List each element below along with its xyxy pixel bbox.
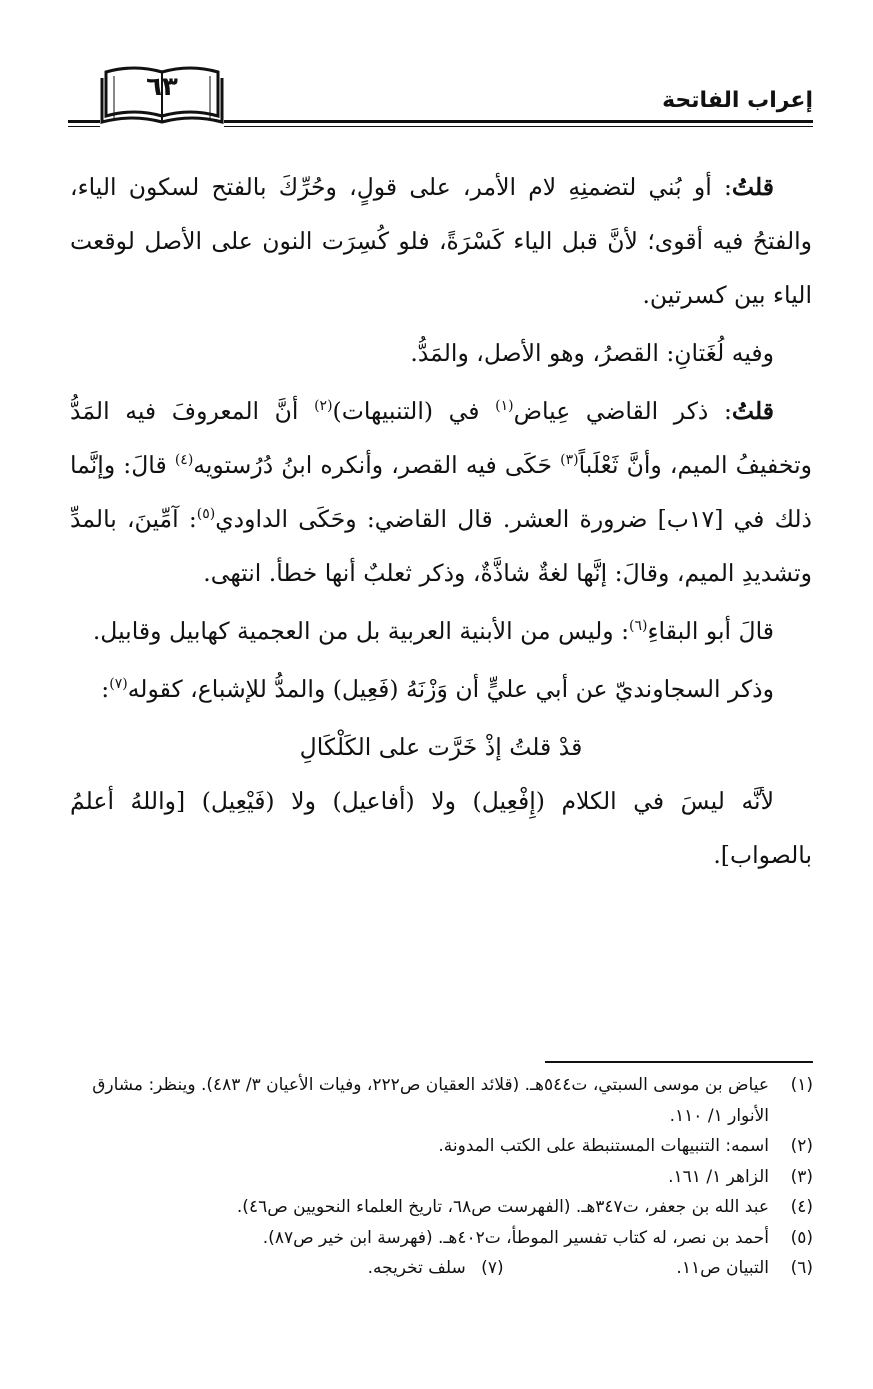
footnote-number: (٢) [790,1136,813,1156]
paragraph-2 [70,326,812,380]
footnote-text: أحمد بن نصر، له كتاب تفسير الموطأ، ت٤٠٢هـ. (فهرسة ابن خير ص٨٧). [262,1227,769,1248]
footnote [70,1070,813,1131]
footnote-text: عبد الله بن جعفر، ت٣٤٧هـ. (الفهرست ص٦٨، تاريخ العلماء النحويين ص٤٦). [236,1197,769,1217]
footnote-number: (١) [790,1075,813,1095]
footnote-ref: (٣) [560,452,579,469]
footnote-ref: (٦) [629,618,648,635]
paragraph-text: لأنَّه ليسَ في الكلام (إِفْعِيل) ولا (أفاعيل) ولا (فَيْعِيل) [واللهُ أعلمُ بالصواب]. [70,787,812,869]
footnote-pair [70,1253,813,1284]
text-run: : ذكر القاضي عِياض [513,397,732,425]
page-header [68,58,813,130]
footnote [70,1192,813,1223]
verse-line: قدْ قلتُ إذْ خَرَّت على الكَلْكَالِ [299,733,583,761]
footnote-text: سلف تخريجه. [367,1258,466,1278]
footnote-number: (٤) [790,1197,813,1217]
qultu-label: قلتُ [731,397,774,425]
paragraph-5 [70,662,812,716]
footnote-number: (٧) [481,1258,504,1278]
footnote-number: (٦) [790,1258,813,1278]
footnote-number: (٣) [790,1166,813,1187]
footnote-separator [545,1061,813,1063]
paragraph-text: وفيه لُغَتانِ: القصرُ، وهو الأصل، والمَدُّ. [410,339,774,367]
footnote-ref: (٤) [174,452,194,469]
footnote [70,1223,813,1254]
footnotes [70,1070,813,1284]
paragraph-text: : أو بُني لتضمنِهِ لام الأمر، على قولٍ، وحُرِّكَ بالفتح لسكون الياء، والفتحُ فيه أقوى؛ لأنَّ قبل الياء كَسْرَةً، فلو كُسِرَت النون على الأصل لوقعت الياء بين كسرتين. [70,173,812,309]
paragraph-4 [70,604,812,658]
footnote-ref: (٧) [109,676,128,693]
text-run: : وليس من الأبنية العربية بل من العجمية كهابيل وقابيل. [92,617,630,645]
qultu-label: قلتُ [731,173,774,201]
footnote [70,1162,813,1193]
footnote-ref: (٥) [196,506,216,523]
footnote-number: (٥) [790,1227,813,1248]
footnote [70,1131,813,1162]
text-run: : آمِّينَ، بالمدِّ وتشديدِ الميم، وقالَ: إنَّها لغةٌ شاذَّةٌ، وذكر ثعلبٌ أنها خطأ. انتهى. [70,505,812,587]
page-number: ٦٣ [146,72,178,102]
footnote-text: الزاهر ١/ ١٦١. [668,1166,769,1187]
open-book-icon [100,58,224,130]
footnote-text: التبيان ص١١. [676,1258,769,1278]
paragraph-6 [70,774,812,882]
text-run: وذكر السجاونديّ عن أبي عليٍّ أن وَزْنَهُ (فَعِيل) والمدُّ للإشباع، كقوله [127,675,774,703]
text-run: قالَ أبو البقاءِ [647,617,774,645]
paragraph-3 [70,384,812,600]
main-text [70,160,812,886]
text-run: في (التنبيهات) [332,397,496,425]
footnote-text: عياض بن موسى السبتي، ت٥٤٤هـ. (قلائد العقيان ص٢٢٢، وفيات الأعيان ٣/ ٤٨٣). وينظر: مشارق الأنوار ١/ ١١٠. [92,1075,769,1126]
running-title: إعراب الفاتحة [662,88,813,113]
footnote-ref: (١) [495,398,514,415]
text-run: حَكَى فيه القصر، وأنكره ابنُ دُرُستويه [193,451,561,479]
text-run: أنَّ المعروفَ فيه المَدُّ وتخفيفُ الميم، وأنَّ ثَعْلَباً [70,397,812,479]
text-run: قالَ: وإنَّما ذلك في [١٧ب] ضرورة العشر. قال القاضي: وحَكَى الداودي [70,451,812,533]
footnote-ref: (٢) [314,398,333,415]
paragraph-1 [70,160,812,322]
text-run: : [101,675,110,703]
footnote-text: اسمه: التنبيهات المستنبطة على الكتب المدونة. [438,1136,769,1156]
